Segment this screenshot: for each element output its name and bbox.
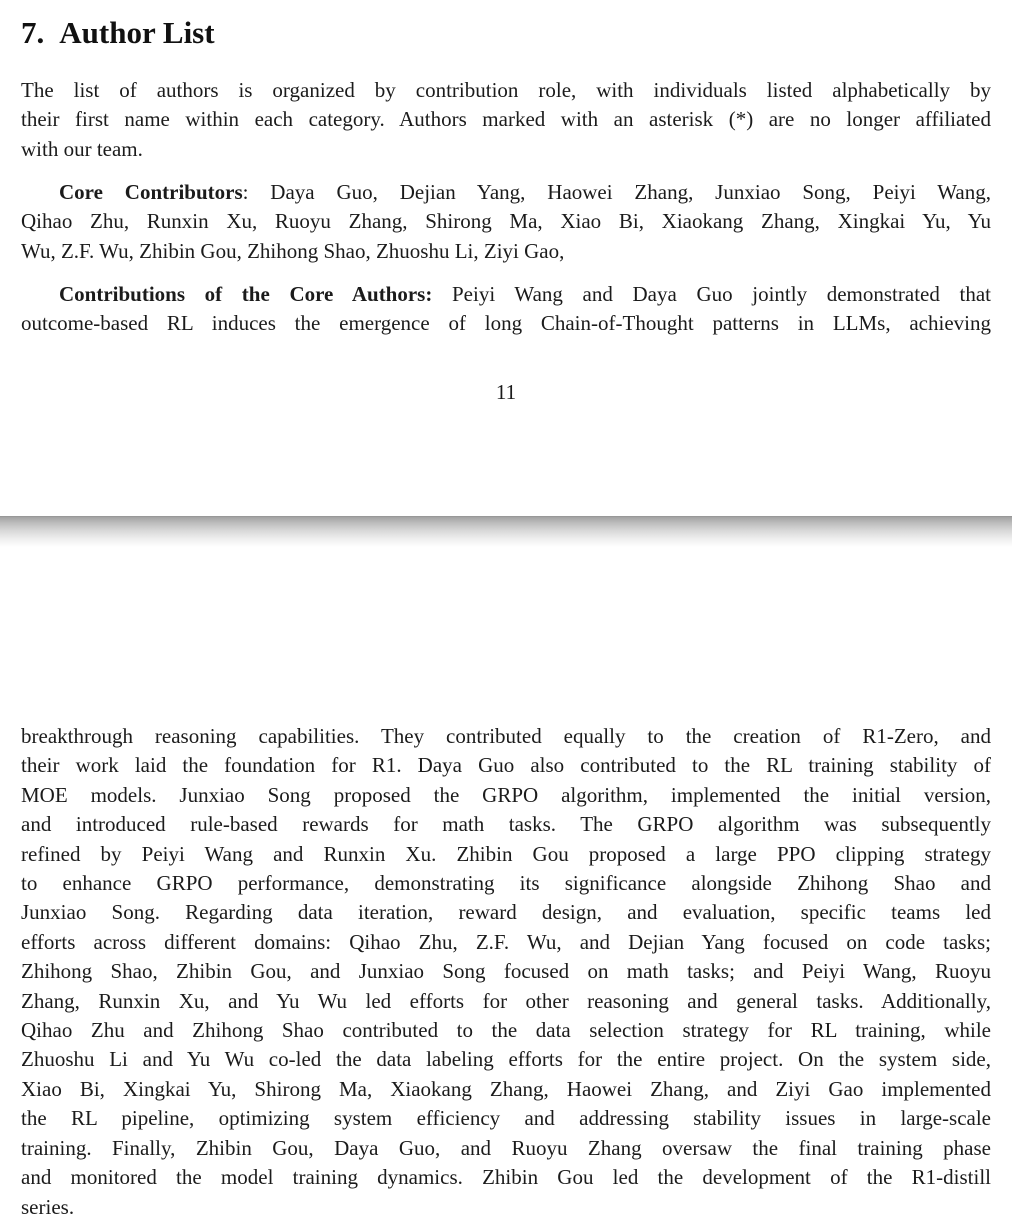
contributions-lines (21, 309, 991, 338)
text-line: Qihao Zhu, Runxin Xu, Ruoyu Zhang, Shirong Ma, Xiao Bi, Xiaokang Zhang, Xingkai Yu, Yu (21, 209, 991, 234)
text-line: with our team. (21, 136, 143, 161)
text-line: their first name within each category. Authors marked with an asterisk (*) are no longer affiliated (21, 107, 991, 132)
text-line: refined by Peiyi Wang and Runxin Xu. Zhibin Gou proposed a large PPO clipping strategy (21, 841, 991, 866)
text-line: Zhihong Shao, Zhibin Gou, and Junxiao Song focused on math tasks; and Peiyi Wang, Ruoyu (21, 959, 991, 984)
contributions-label: Contributions of the Core Authors: (59, 282, 433, 306)
paragraph-intro (21, 76, 991, 164)
page-number: 11 (495, 380, 517, 404)
text-line: outcome-based RL induces the emergence of long Chain-of-Thought patterns in LLMs, achieving (21, 311, 991, 336)
text-line: their work laid the foundation for R1. Daya Guo also contributed to the RL training stability of (21, 753, 991, 778)
text-line: Junxiao Song. Regarding data iteration, reward design, and evaluation, specific teams led (21, 900, 991, 925)
page-divider (0, 516, 1012, 547)
text-line: Qihao Zhu and Zhihong Shao contributed to the data selection strategy for RL training, while (21, 1018, 991, 1043)
contributions-first-line-rest: Peiyi Wang and Daya Guo jointly demonstrated that (432, 282, 991, 306)
core-contributors-first-line-rest: : Daya Guo, Dejian Yang, Haowei Zhang, Junxiao Song, Peiyi Wang, (242, 180, 991, 204)
text-line: Zhang, Runxin Xu, and Yu Wu led efforts for other reasoning and general tasks. Additionally, (21, 988, 991, 1013)
text-line: efforts across different domains: Qihao Zhu, Z.F. Wu, and Dejian Yang focused on code tasks; (21, 929, 991, 954)
core-contributors-lines (21, 207, 991, 266)
text-line (21, 280, 991, 309)
text-line: the RL pipeline, optimizing system efficiency and addressing stability issues in large-scale (21, 1106, 991, 1131)
section-heading (21, 15, 991, 51)
paragraph-contributions (21, 280, 991, 339)
text-line: Wu, Z.F. Wu, Zhibin Gou, Zhihong Shao, Zhuoshu Li, Ziyi Gao, (21, 238, 565, 263)
core-contributors-label: Core Contributors (59, 180, 243, 204)
text-line: to enhance GRPO performance, demonstrating its significance alongside Zhihong Shao and (21, 871, 991, 896)
text-line: MOE models. Junxiao Song proposed the GRPO algorithm, implemented the initial version, (21, 782, 991, 807)
text-line: and introduced rule-based rewards for math tasks. The GRPO algorithm was subsequently (21, 812, 991, 837)
text-line: and monitored the model training dynamics. Zhibin Gou led the development of the R1-distill (21, 1165, 991, 1190)
text-line: training. Finally, Zhibin Gou, Daya Guo, and Ruoyu Zhang oversaw the final training phase (21, 1135, 991, 1160)
text-line: Zhuoshu Li and Yu Wu co-led the data labeling efforts for the entire project. On the system side, (21, 1047, 991, 1072)
paragraph-contributions-continued (21, 722, 991, 1222)
section-title: Author List (59, 15, 215, 50)
section-number: 7. (21, 15, 45, 50)
text-line (21, 178, 991, 207)
text-line: series. (21, 1194, 75, 1219)
text-line: The list of authors is organized by contribution role, with individuals listed alphabetically by (21, 78, 991, 102)
text-line: Xiao Bi, Xingkai Yu, Shirong Ma, Xiaokang Zhang, Haowei Zhang, and Ziyi Gao implemented (21, 1076, 991, 1101)
paragraph-core-contributors (21, 178, 991, 266)
text-line: breakthrough reasoning capabilities. They contributed equally to the creation of R1-Zero, and (21, 724, 991, 748)
